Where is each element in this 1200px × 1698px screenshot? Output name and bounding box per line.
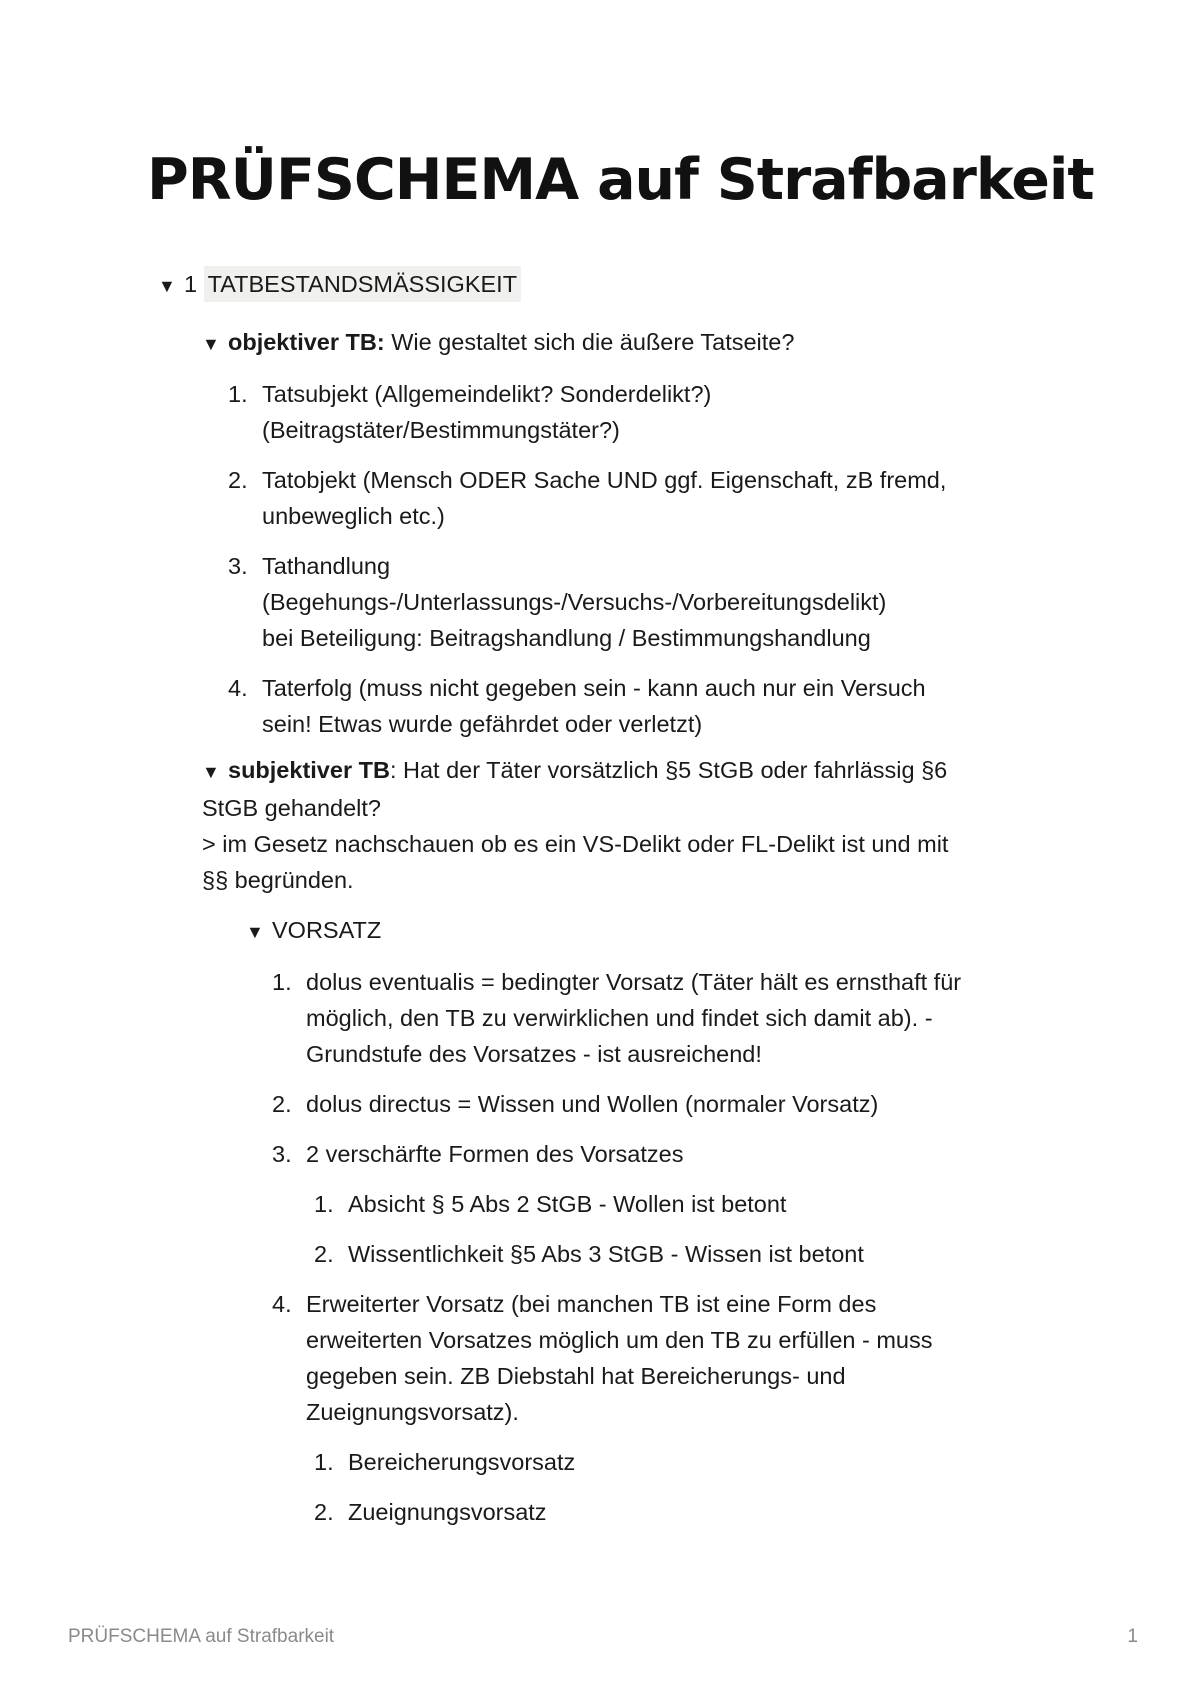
vorsatz-sublist: [314, 1444, 1058, 1530]
list-text: Tatobjekt (Mensch ODER Sache UND ggf. Eigenschaft, zB fremd,: [262, 467, 947, 493]
list-text: unbeweglich etc.): [262, 503, 445, 529]
list-text: Grundstufe des Vorsatzes - ist ausreichend!: [306, 1041, 762, 1067]
list-text: Zueignungsvorsatz: [348, 1499, 547, 1525]
list-text: gegeben sein. ZB Diebstahl hat Bereicherungs- und: [306, 1363, 846, 1389]
document-body: [158, 266, 1058, 1530]
list-number: 2.: [228, 467, 248, 493]
list-item: [228, 670, 1058, 742]
objective-list: [228, 376, 1058, 742]
subjective-text: > im Gesetz nachschauen ob es ein VS-Delikt oder FL-Delikt ist und mit: [202, 831, 949, 857]
list-number: 2.: [272, 1091, 292, 1117]
list-text: Zueignungsvorsatz).: [306, 1399, 519, 1425]
toggle-section-1[interactable]: [158, 266, 1058, 304]
list-number: 4.: [272, 1291, 292, 1317]
vorsatz-label: VORSATZ: [272, 917, 382, 943]
list-number: 4.: [228, 675, 248, 701]
subjective-text: §§ begründen.: [202, 867, 354, 893]
list-text: (Begehungs-/Unterlassungs-/Versuchs-/Vorbereitungsdelikt): [262, 589, 887, 615]
list-item: [314, 1186, 1058, 1222]
vorsatz-list: [272, 964, 1058, 1530]
list-item: [314, 1444, 1058, 1480]
list-item: [272, 1286, 1058, 1530]
toggle-triangle-icon[interactable]: ▼: [158, 276, 176, 296]
list-number: 2.: [314, 1499, 334, 1525]
subjective-text: : Hat der Täter vorsätzlich §5 StGB oder fahrlässig §6: [389, 757, 948, 783]
list-item: [272, 1136, 1058, 1272]
list-text: (Beitragstäter/Bestimmungstäter?): [262, 417, 620, 443]
subjective-label: subjektiver TB: [228, 757, 390, 783]
vorsatz-sublist: [314, 1186, 1058, 1272]
list-number: 1.: [314, 1449, 334, 1475]
list-text: dolus directus = Wissen und Wollen (normaler Vorsatz): [306, 1091, 879, 1117]
list-number: 2.: [314, 1241, 334, 1267]
toggle-objective-tb[interactable]: [202, 324, 1058, 362]
list-number: 1.: [314, 1191, 334, 1217]
list-item: [314, 1236, 1058, 1272]
list-text: bei Beteiligung: Beitragshandlung / Bestimmungshandlung: [262, 625, 871, 651]
toggle-vorsatz[interactable]: [246, 912, 1058, 950]
list-text: erweiterten Vorsatzes möglich um den TB zu erfüllen - muss: [306, 1327, 933, 1353]
list-text: Wissentlichkeit §5 Abs 3 StGB - Wissen ist betont: [348, 1241, 864, 1267]
list-item: [272, 1086, 1058, 1122]
list-text: Erweiterter Vorsatz (bei manchen TB ist eine Form des: [306, 1291, 877, 1317]
list-item: [228, 548, 1058, 656]
list-number: 1.: [228, 381, 248, 407]
section-number: 1: [184, 271, 198, 297]
list-item: [272, 964, 1058, 1072]
list-number: 3.: [272, 1141, 292, 1167]
subjective-text: StGB gehandelt?: [202, 795, 381, 821]
toggle-triangle-icon[interactable]: ▼: [202, 762, 220, 782]
page-number: 1: [1127, 1626, 1138, 1647]
list-number: 3.: [228, 553, 248, 579]
list-number: 1.: [272, 969, 292, 995]
list-text: sein! Etwas wurde gefährdet oder verletzt): [262, 711, 703, 737]
list-text: 2 verschärfte Formen des Vorsatzes: [306, 1141, 684, 1167]
toggle-triangle-icon[interactable]: ▼: [202, 334, 220, 354]
list-text: Absicht § 5 Abs 2 StGB - Wollen ist betont: [348, 1191, 787, 1217]
page-title: PRÜFSCHEMA auf Strafbarkeit: [147, 147, 1094, 213]
objective-question: Wie gestaltet sich die äußere Tatseite?: [384, 329, 795, 355]
list-item: [228, 376, 1058, 448]
section-label: TATBESTANDSMÄSSIGKEIT: [204, 266, 521, 302]
list-item: [228, 462, 1058, 534]
objective-label: objektiver TB:: [228, 329, 385, 355]
toggle-triangle-icon[interactable]: ▼: [246, 922, 264, 942]
list-text: Tathandlung: [262, 553, 391, 579]
list-text: dolus eventualis = bedingter Vorsatz (Täter hält es ernsthaft für: [306, 969, 962, 995]
toggle-subjective-tb[interactable]: [202, 752, 1058, 898]
footer-title: PRÜFSCHEMA auf Strafbarkeit: [68, 1626, 335, 1647]
list-text: Taterfolg (muss nicht gegeben sein - kann auch nur ein Versuch: [262, 675, 926, 701]
list-item: [314, 1494, 1058, 1530]
list-text: möglich, den TB zu verwirklichen und findet sich damit ab). -: [306, 1005, 933, 1031]
list-text: Tatsubjekt (Allgemeindelikt? Sonderdelikt?): [262, 381, 712, 407]
list-text: Bereicherungsvorsatz: [348, 1449, 576, 1475]
